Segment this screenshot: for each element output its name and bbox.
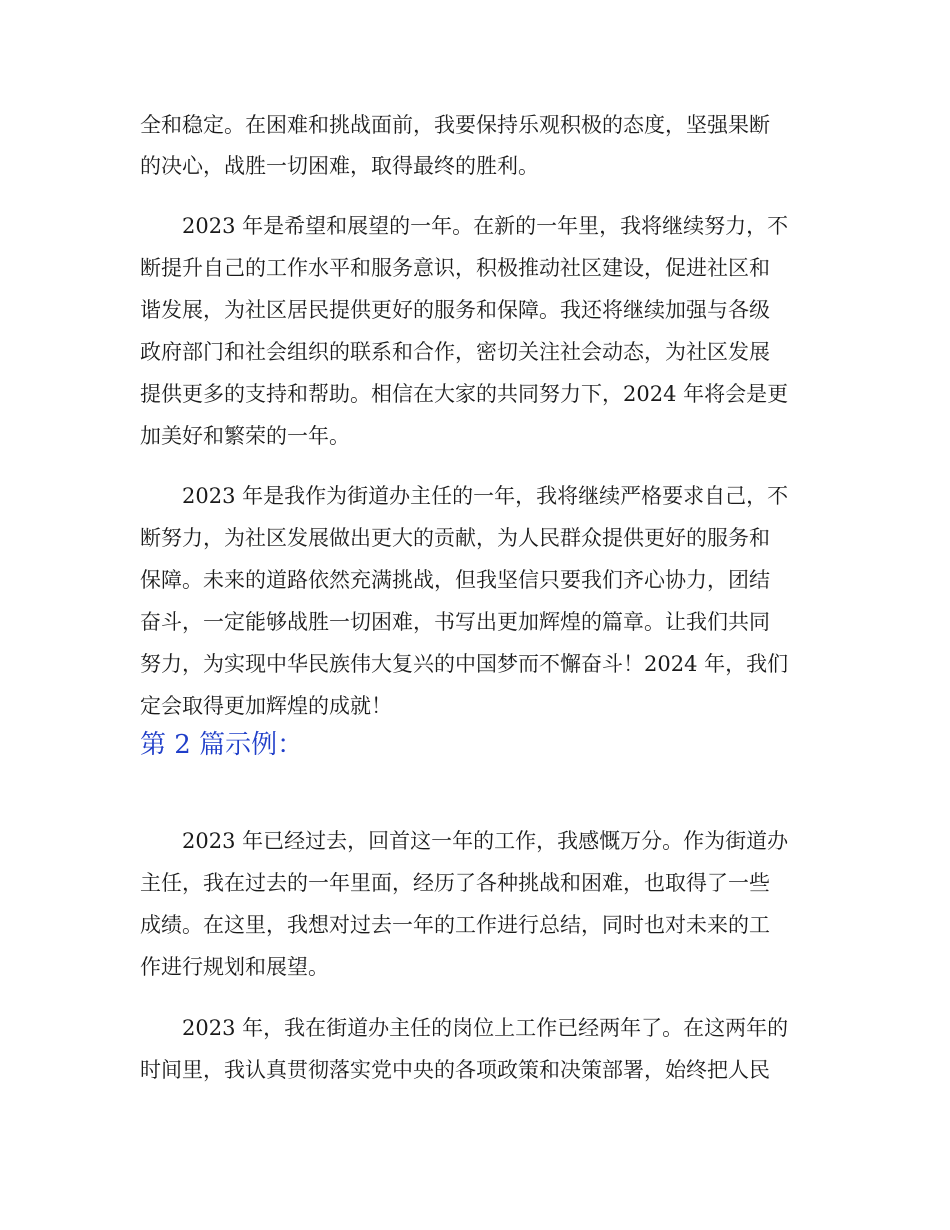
paragraph-line: 努力，为实现中华民族伟大复兴的中国梦而不懈奋斗！2024 年，我们 <box>140 652 789 676</box>
paragraph-line: 2023 年已经过去，回首这一年的工作，我感慨万分。作为街道办 <box>140 829 789 853</box>
paragraph-line: 断努力，为社区发展做出更大的贡献，为人民群众提供更好的服务和 <box>140 526 770 550</box>
paragraph-line: 断提升自己的工作水平和服务意识，积极推动社区建设，促进社区和 <box>140 256 770 280</box>
paragraph-line: 成绩。在这里，我想对过去一年的工作进行总结，同时也对未来的工 <box>140 913 770 937</box>
paragraph-line: 全和稳定。在困难和挑战面前，我要保持乐观积极的态度，坚强果断 <box>140 113 770 137</box>
paragraph-line: 定会取得更加辉煌的成就！ <box>140 694 392 718</box>
paragraph-line: 时间里，我认真贯彻落实党中央的各项政策和决策部署，始终把人民 <box>140 1058 770 1082</box>
section-heading: 第 2 篇示例： <box>140 730 304 760</box>
paragraph-line: 谐发展，为社区居民提供更好的服务和保障。我还将继续加强与各级 <box>140 298 770 322</box>
paragraph-line: 的决心，战胜一切困难，取得最终的胜利。 <box>140 154 539 178</box>
paragraph-line: 2023 年，我在街道办主任的岗位上工作已经两年了。在这两年的 <box>140 1016 789 1040</box>
paragraph-line: 加美好和繁荣的一年。 <box>140 424 350 448</box>
paragraph-line: 政府部门和社会组织的联系和合作，密切关注社会动态，为社区发展 <box>140 340 770 364</box>
paragraph-line: 2023 年是我作为街道办主任的一年，我将继续严格要求自己，不 <box>140 484 789 508</box>
paragraph-line: 2023 年是希望和展望的一年。在新的一年里，我将继续努力，不 <box>140 214 789 238</box>
paragraph-line: 奋斗，一定能够战胜一切困难，书写出更加辉煌的篇章。让我们共同 <box>140 610 770 634</box>
paragraph-line: 主任，我在过去的一年里面，经历了各种挑战和困难，也取得了一些 <box>140 871 770 895</box>
paragraph-line: 提供更多的支持和帮助。相信在大家的共同努力下，2024 年将会是更 <box>140 382 789 406</box>
paragraph-line: 保障。未来的道路依然充满挑战，但我坚信只要我们齐心协力，团结 <box>140 568 770 592</box>
paragraph-line: 作进行规划和展望。 <box>140 955 329 979</box>
